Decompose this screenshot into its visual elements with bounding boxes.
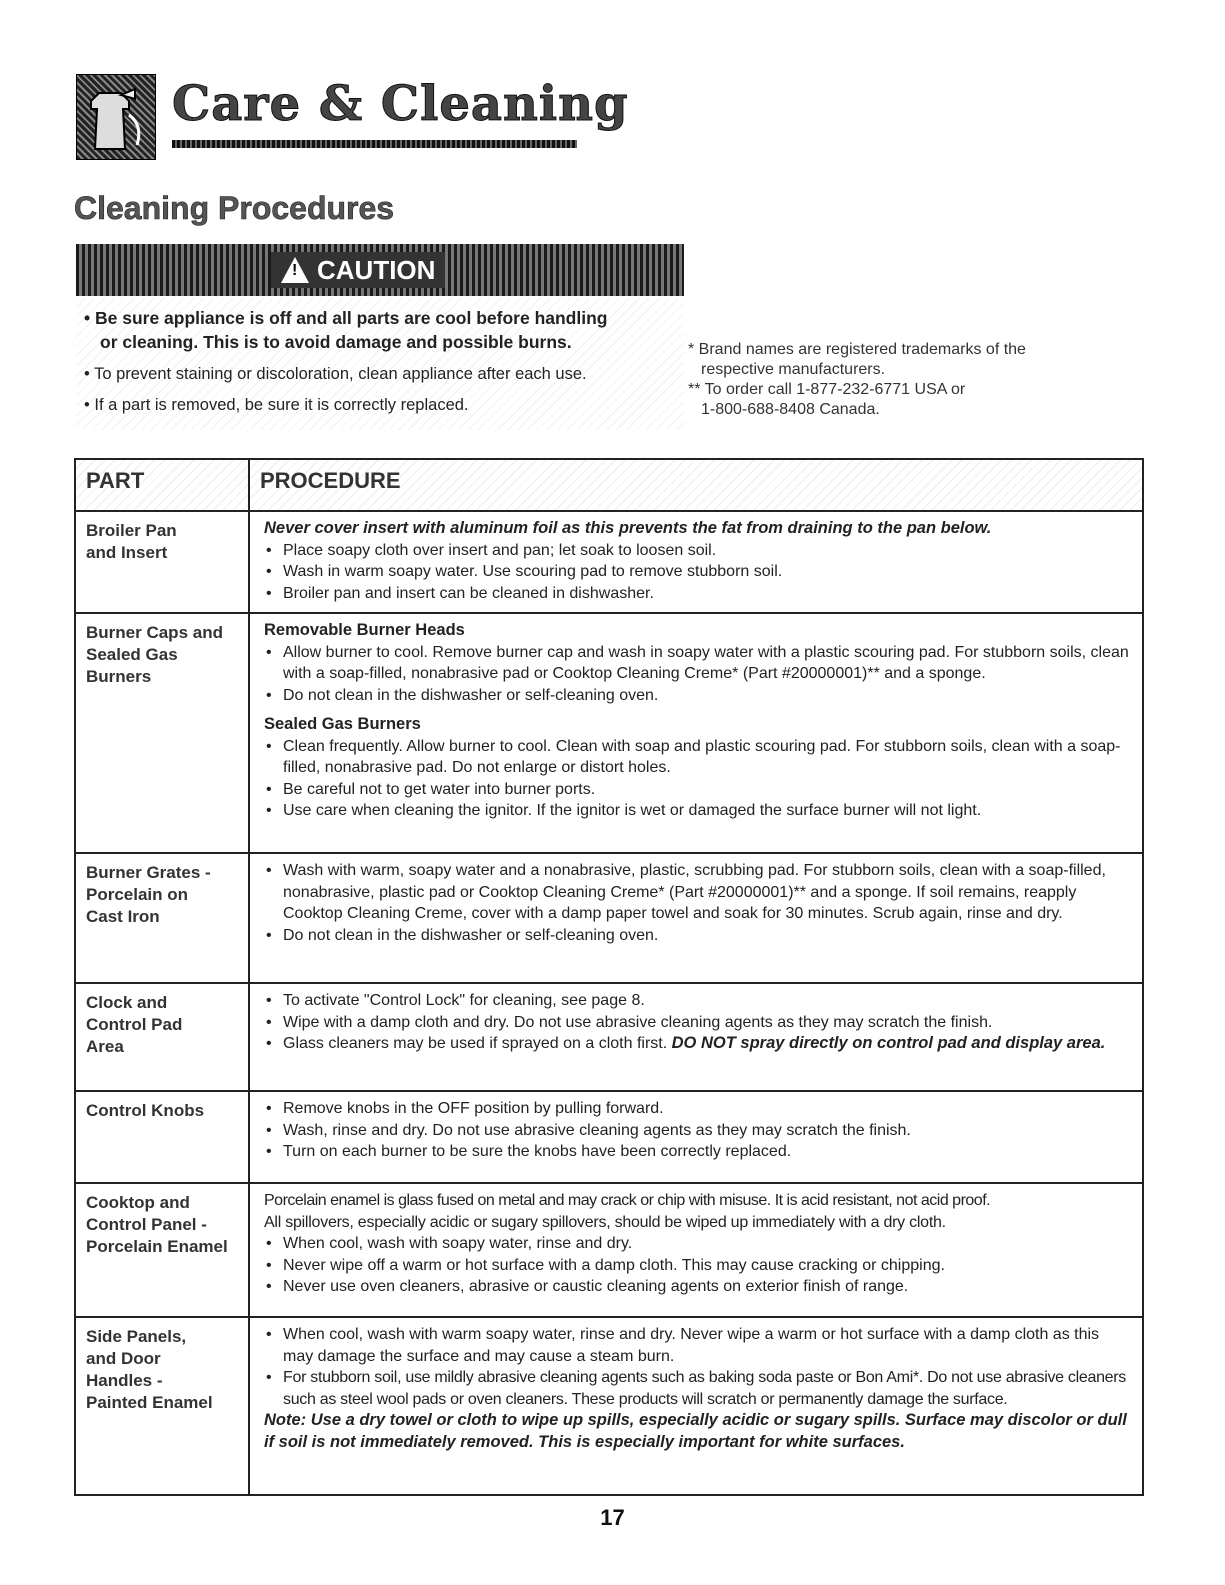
part-name: Burners [86, 667, 152, 686]
part-name: Porcelain Enamel [86, 1237, 228, 1256]
warning-triangle-icon: ! [281, 257, 309, 283]
procedure-cell [249, 853, 1143, 983]
cleaning-spray-icon [76, 74, 156, 160]
caution-banner [76, 244, 684, 296]
part-cell [75, 613, 249, 853]
list-item: • Turn on each burner to be sure the knobs have been correctly replaced. [264, 1141, 1130, 1163]
table-row [75, 983, 1143, 1091]
subheading: Removable Burner Heads [264, 621, 465, 639]
table-row [75, 1091, 1143, 1183]
part-cell [75, 1317, 249, 1495]
cleaning-procedures-table [74, 458, 1144, 1496]
part-name: Broiler Pan [86, 521, 177, 540]
part-name: and Insert [86, 543, 168, 562]
part-name: Painted Enamel [86, 1393, 213, 1412]
list-item: • Wash with warm, soapy water and a nonabrasive, plastic, scrubbing pad. For stubborn soils, clean with a soap-filled, nonabrasive, plastic pad or Cooktop Cleaning Creme* (Part #20000001)** and a sponge. If soil remains, reapply Cooktop Cleaning Creme, cover with a damp paper towel and soak for 30 minutes. Scrub again, rinse and dry. [264, 860, 1130, 925]
footnote-line: * Brand names are registered trademarks of the [688, 341, 1026, 358]
footnote-line: 1-800-688-8408 Canada. [701, 401, 880, 418]
part-name: Burner Grates - [86, 863, 211, 882]
list-item: • To activate "Control Lock" for cleaning, see page 8. [264, 990, 1130, 1012]
paragraph-text: All spillovers, especially acidic or sugary spillovers, should be wiped up immediately with a dry cloth. [264, 1213, 946, 1231]
list-item: • Clean frequently. Allow burner to cool. Clean with soap and plastic scouring pad. For stubborn soils, clean with a soap-filled, nonabrasive pad. Do not enlarge or distort holes. [264, 736, 1130, 779]
part-cell [75, 983, 249, 1091]
list-item: • When cool, wash with warm soapy water, rinse and dry. Never wipe a warm or hot surface with a damp cloth as this may damage the surface and may cause a steam burn. [264, 1324, 1130, 1367]
list-item: • Be careful not to get water into burner ports. [264, 779, 1130, 801]
table-row [75, 1317, 1143, 1495]
part-name: Porcelain on [86, 885, 189, 904]
table-row [75, 853, 1143, 983]
caution-line: • Be sure appliance is off and all parts are cool before handling [84, 308, 608, 328]
procedure-cell [249, 1317, 1143, 1495]
procedure-cell [249, 983, 1143, 1091]
warning-text: DO NOT spray directly on control pad and display area. [671, 1034, 1106, 1052]
part-name: Control Panel - [86, 1215, 207, 1234]
caution-text: CAUTION [317, 255, 436, 285]
list-item: • Do not clean in the dishwasher or self-cleaning oven. [264, 685, 1130, 707]
part-cell [75, 511, 249, 613]
list-item: • Never wipe off a warm or hot surface with a damp cloth. This may cause cracking or chipping. [264, 1255, 1130, 1277]
procedure-cell [249, 1183, 1143, 1317]
caution-line: • To prevent staining or discoloration, clean appliance after each use. [84, 365, 587, 383]
header-underline [172, 140, 577, 148]
paragraph-text: Porcelain enamel is glass fused on metal and may crack or chip with misuse. It is acid resistant, not acid proof. [264, 1192, 991, 1209]
list-item: • Place soapy cloth over insert and pan; let soak to loosen soil. [264, 540, 1130, 562]
list-item: • Remove knobs in the OFF position by pulling forward. [264, 1098, 1130, 1120]
part-name: Cast Iron [86, 907, 160, 926]
list-item [264, 1033, 1130, 1055]
procedure-cell [249, 613, 1143, 853]
section-title: Cleaning Procedures [74, 190, 395, 226]
list-item: • Do not clean in the dishwasher or self-cleaning oven. [264, 925, 1130, 947]
table-header-row [75, 459, 1143, 511]
footnote-line: ** To order call 1-877-232-6771 USA or [688, 381, 966, 398]
part-name: Clock and [86, 993, 168, 1012]
part-cell [75, 1091, 249, 1183]
part-name: Handles - [86, 1371, 163, 1390]
list-item: • Broiler pan and insert can be cleaned in dishwasher. [264, 583, 1130, 605]
list-item: • Wash in warm soapy water. Use scouring pad to remove stubborn soil. [264, 561, 1130, 583]
column-header-procedure: PROCEDURE [249, 459, 1143, 511]
list-item: • When cool, wash with soapy water, rinse and dry. [264, 1233, 1130, 1255]
warning-text: Never cover insert with aluminum foil as this prevents the fat from draining to the pan below. [264, 519, 992, 537]
trademark-footnotes [688, 340, 1108, 420]
part-cell [75, 853, 249, 983]
part-name: Sealed Gas [86, 645, 178, 664]
list-item: • Never use oven cleaners, abrasive or caustic cleaning agents on exterior finish of range. [264, 1276, 1130, 1298]
part-name: Area [86, 1037, 124, 1056]
page-header-title: Care & Cleaning [172, 76, 629, 132]
list-item-text: Glass cleaners may be used if sprayed on a cloth first. [283, 1035, 668, 1052]
list-item: • Wash, rinse and dry. Do not use abrasive cleaning agents as they may scratch the finish. [264, 1120, 1130, 1142]
part-name: Burner Caps and [86, 623, 223, 642]
part-name: Cooktop and [86, 1193, 190, 1212]
footnote-line: respective manufacturers. [701, 361, 886, 378]
part-cell [75, 1183, 249, 1317]
table-row [75, 1183, 1143, 1317]
part-name: Control Knobs [86, 1101, 205, 1120]
subheading: Sealed Gas Burners [264, 715, 421, 733]
column-header-part: PART [75, 459, 249, 511]
part-name: Side Panels, [86, 1327, 187, 1346]
list-item: • Use care when cleaning the ignitor. If the ignitor is wet or damaged the surface burner will not light. [264, 800, 1130, 822]
caution-box [76, 298, 684, 430]
page-number: 17 [600, 1505, 625, 1530]
table-row [75, 613, 1143, 853]
caution-line: or cleaning. This is to avoid damage and possible burns. [100, 332, 572, 352]
part-name: and Door [86, 1349, 161, 1368]
note-text: Note: Use a dry towel or cloth to wipe up spills, especially acidic or sugary spills. Surface may discolor or dull if soil is not immediately removed. This is especially important for white surfaces. [264, 1411, 1127, 1451]
list-item: • Wipe with a damp cloth and dry. Do not use abrasive cleaning agents as they may scratch the finish. [264, 1012, 1130, 1034]
caution-label [271, 252, 445, 288]
list-item: • For stubborn soil, use mildly abrasive cleaning agents such as baking soda paste or Bon Ami*. Do not use abrasive cleaners such as steel wool pads or oven cleaners. These products will scratch or permanently damage the surface. [264, 1367, 1130, 1410]
caution-line: • If a part is removed, be sure it is correctly replaced. [84, 396, 469, 414]
table-row [75, 511, 1143, 613]
procedure-cell [249, 1091, 1143, 1183]
procedure-cell [249, 511, 1143, 613]
list-item: • Allow burner to cool. Remove burner cap and wash in soapy water with a plastic scouring pad. For stubborn soils, clean with a soap-filled, nonabrasive pad or Cooktop Cleaning Creme* (Part #20000001)** and a sponge. [264, 642, 1130, 685]
part-name: Control Pad [86, 1015, 183, 1034]
